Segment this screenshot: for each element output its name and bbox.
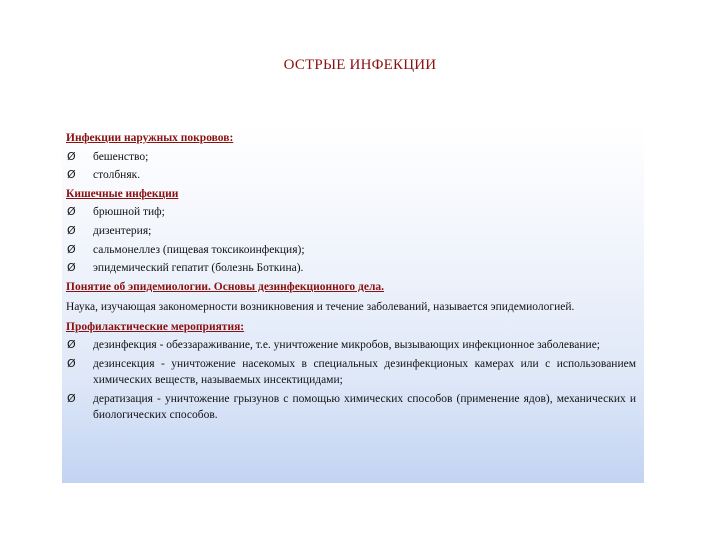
section-heading-prevention: Профилактические мероприятия: xyxy=(66,320,245,333)
list-item xyxy=(66,337,636,353)
list-item-text: дератизация - уничтожение грызунов с помощью химических способов (применение ядов), механических и биологических способов. xyxy=(93,392,636,422)
list-item-text: бешенство; xyxy=(93,150,149,163)
section-heading-intestinal: Кишечные инфекции xyxy=(66,187,179,200)
slide-title: ОСТРЫЕ ИНФЕКЦИИ xyxy=(283,57,437,73)
list-item-text: эпидемический гепатит (болезнь Боткина). xyxy=(93,262,304,275)
section-heading-epidemiology: Понятие об эпидемиологии. Основы дезинфекционного дела. xyxy=(66,280,385,293)
list-item-text: столбняк. xyxy=(93,169,141,182)
list-item-text: брюшной тиф; xyxy=(93,206,165,219)
bullet-arrow-icon: Ø xyxy=(67,205,76,219)
bullet-arrow-icon: Ø xyxy=(67,223,76,237)
list-item xyxy=(66,167,636,183)
bullet-arrow-icon: Ø xyxy=(67,261,76,275)
bullet-arrow-icon: Ø xyxy=(67,356,76,370)
bullet-arrow-icon: Ø xyxy=(67,168,76,182)
list-item-text: дезинсекция - уничтожение насекомых в специальных дезинфекционых камерах или с использованием химических веществ, называемых инсектицидами; xyxy=(93,357,636,387)
list-item-text: дезинфекция - обеззараживание, т.е. уничтожение микробов, вызывающих инфекционное заболевание; xyxy=(93,339,600,352)
list-item xyxy=(66,260,636,276)
list-item xyxy=(66,391,636,424)
content-body xyxy=(66,130,636,426)
list-item-text: сальмонеллез (пищевая токсикоинфекция); xyxy=(93,243,305,256)
list-item xyxy=(66,356,636,389)
epidemiology-definition: Наука, изучающая закономерности возникновения и течение заболеваний, называется эпидемиологией. xyxy=(66,301,575,314)
bullet-arrow-icon: Ø xyxy=(67,338,76,352)
list-item xyxy=(66,242,636,258)
list-item xyxy=(66,223,636,239)
list-item-text: дизентерия; xyxy=(93,224,152,237)
bullet-arrow-icon: Ø xyxy=(67,242,76,256)
bullet-arrow-icon: Ø xyxy=(67,149,76,163)
list-item xyxy=(66,149,636,165)
section-heading-external: Инфекции наружных покровов: xyxy=(66,132,234,144)
list-item xyxy=(66,204,636,220)
bullet-arrow-icon: Ø xyxy=(67,391,76,405)
